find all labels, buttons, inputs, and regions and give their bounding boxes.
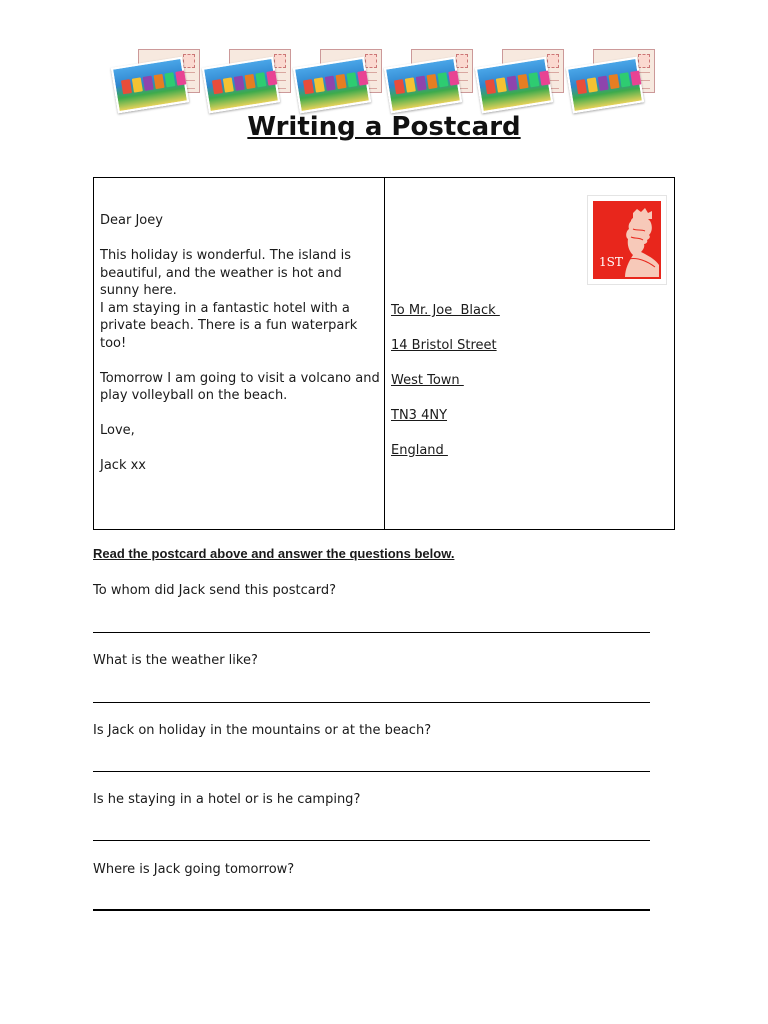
question-5: Where is Jack going tomorrow? <box>93 862 295 877</box>
question-3: Is Jack on holiday in the mountains or at the beach? <box>93 723 432 738</box>
address-line: West Town <box>391 373 464 388</box>
postcard-icon <box>294 48 384 114</box>
postcard <box>93 177 675 530</box>
postcard-icon <box>112 48 202 114</box>
postcard-banner <box>112 48 658 114</box>
postcard-message <box>100 212 380 475</box>
stamp-denomination: 1ST <box>599 255 623 269</box>
answer-line-4[interactable] <box>93 840 650 841</box>
greeting: Dear Joey <box>100 213 163 228</box>
queen-profile-icon <box>619 207 659 277</box>
signature: Jack xx <box>100 458 146 473</box>
question-4: Is he staying in a hotel or is he camping? <box>93 792 361 807</box>
postcard-icon <box>203 48 293 114</box>
queen-head-stamp-icon <box>593 201 661 279</box>
answer-line-5[interactable] <box>93 909 650 911</box>
answer-line-2[interactable] <box>93 702 650 703</box>
question-1: To whom did Jack send this postcard? <box>93 583 337 598</box>
address-line: TN3 4NY <box>391 408 448 423</box>
sign-off: Love, <box>100 423 135 438</box>
answer-line-1[interactable] <box>93 632 650 633</box>
address-line: England <box>391 443 448 458</box>
postcard-icon <box>567 48 657 114</box>
page-title: Writing a Postcard <box>247 112 521 142</box>
message-line: This holiday is wonderful. The island is beautiful, and the weather is hot and sunny here. <box>100 248 352 298</box>
answer-line-3[interactable] <box>93 771 650 772</box>
address-line: To Mr. Joe Black <box>391 303 500 318</box>
address-line: 14 Bristol Street <box>391 338 497 353</box>
postcard-divider <box>384 178 385 529</box>
message-line: Tomorrow I am going to visit a volcano and play volleyball on the beach. <box>100 370 380 403</box>
question-2: What is the weather like? <box>93 653 258 668</box>
message-line: I am staying in a fantastic hotel with a private beach. There is a fun waterpark too! <box>100 300 358 351</box>
stamp <box>588 196 666 284</box>
postcard-icon <box>385 48 475 114</box>
instructions: Read the postcard above and answer the questions below. <box>93 546 455 561</box>
postcard-icon <box>476 48 566 114</box>
